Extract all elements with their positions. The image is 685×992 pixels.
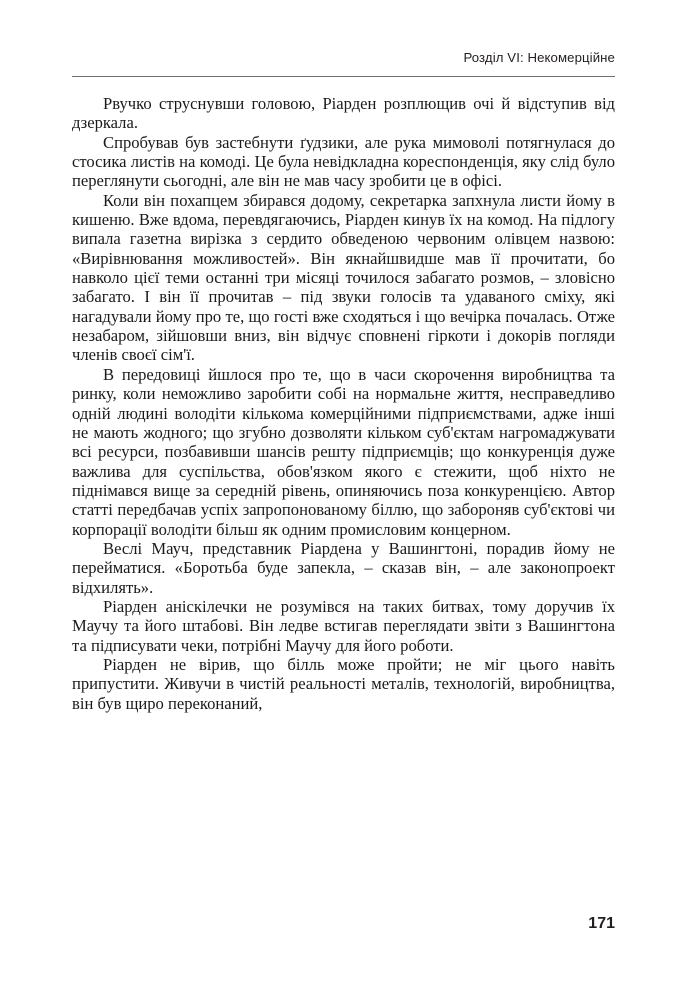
running-head: Розділ VI: Некомерційне <box>463 50 615 65</box>
paragraph: Ріарден аніскілечки не розумівся на таких битвах, тому доручив їх Маучу та його штабові. Він ледве встигав переглядати звіти з Вашингтона та підписувати чеки, потрібні Маучу для його роботи. <box>72 596 615 655</box>
paragraph: В передовиці йшлося про те, що в часи скорочення виробництва та ринку, коли неможливо заробити собі на нормальне життя, несправедливо одній людині володіти кількома комерційними підприємствами, адже інші не мають жодного; що згубно дозволяти кільком суб'єктам нагромаджувати всі ресурси, позбавивши шансів решту підприємців; що конкуренція дуже важлива для суспільства, обов'язком якого є стежити, щоб ніхто не піднімався вище за середній рівень, опиняючись поза конкуренцією. Автор статті передбачав успіх запропонованому біллю, що забороняв суб'єктові чи корпорації володіти більш як одним промисловим концерном. <box>72 364 615 539</box>
page-number: 171 <box>588 915 615 932</box>
paragraph: Ріарден не вірив, що білль може пройти; не міг цього навіть припустити. Живучи в чистій реальності металів, технологій, виробництва, він був щиро переконаний, <box>72 654 615 713</box>
paragraph: Веслі Мауч, представник Ріардена у Вашингтоні, порадив йому не перейматися. «Боротьба буде запекла, – сказав він, – але законопроект відхилять». <box>72 538 615 597</box>
paragraph: Коли він похапцем збирався додому, секретарка запхнула листи йому в кишеню. Вже вдома, перевдягаючись, Ріарден кинув їх на комод. На підлогу випала газетна вирізка з сердито обведеною червоним олівцем назвою: «Вирівнювання можливостей». Він якнайшвидше мав її прочитати, бо навколо цієї теми останні три місяці точилося забагато розмов, – зловісно забагато. І він її прочитав – під звуки голосів та удаваного сміху, які нагадували йому про те, що гості вже сходяться і що вечірка почалась. Отже незабаром, зійшовши вниз, він відчує сповнені гіркоти і докорів погляди членів своєї сім'ї. <box>72 190 615 365</box>
header-rule <box>72 76 615 77</box>
paragraph: Спробував був застебнути ґудзики, але рука мимоволі потягнулася до стосика листів на комоді. Це була невідкладна кореспонденція, яку слід було переглянути сьогодні, але він не мав часу зробити це в офісі. <box>72 132 615 191</box>
paragraph: Рвучко струснувши головою, Ріарден розплющив очі й відступив від дзеркала. <box>72 94 615 133</box>
body-text-block <box>72 94 615 713</box>
